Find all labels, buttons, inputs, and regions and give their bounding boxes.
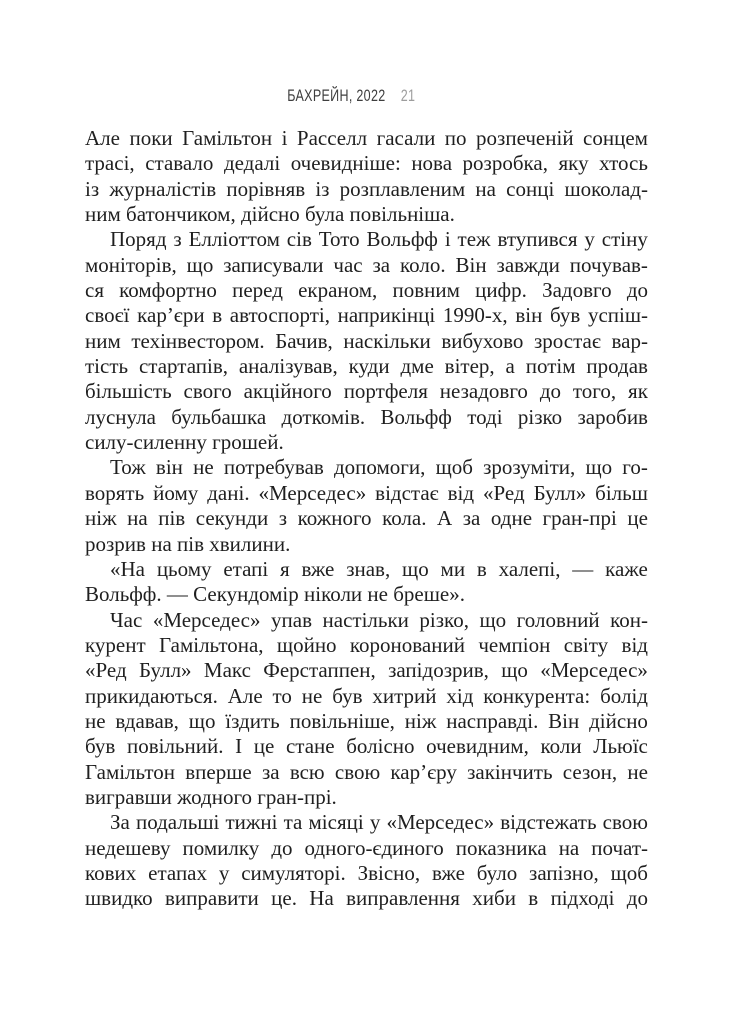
page-number: 21 — [400, 87, 416, 105]
running-title: БАХРЕЙН, 2022 — [287, 87, 386, 105]
text-line: ворять йому дані. «Мерседес» відстає від «Ред Булл» більш — [85, 480, 648, 505]
text-line: більшість свого акційного портфеля незадовго до того, як — [85, 379, 648, 404]
paragraph — [85, 608, 648, 811]
text-line: моніторів, що записували час за коло. Він завжди почував- — [85, 252, 648, 277]
text-line: Вольфф. — Секундомір ніколи не бреше». — [85, 582, 465, 607]
text-line: курент Гамільтона, щойно коронований чемпіон світу від — [85, 632, 648, 657]
text-line: Але поки Гамільтон і Расселл гасали по розпеченій сонцем — [85, 126, 648, 150]
text-line: кових етапах у симуляторі. Звісно, вже було запізно, щоб — [85, 860, 648, 885]
paragraph — [85, 557, 648, 608]
text-line: Тож він не потребував допомоги, щоб зрозуміти, що го- — [110, 455, 648, 480]
text-line: ним батончиком, дійсно була повільніша. — [85, 202, 455, 227]
text-line: ним техінвестором. Бачив, наскільки вибухово зростає вар- — [85, 328, 648, 353]
text-line: луснула бульбашка доткомів. Вольфф тоді різко заробив — [85, 404, 648, 429]
text-line: «На цьому етапі я вже знав, що ми в халепі, — каже — [110, 556, 648, 581]
text-line: своєї кар’єри в автоспорті, наприкінці 1990-х, він був успіш- — [85, 303, 648, 328]
paragraph — [85, 227, 648, 455]
text-line: ніж на пів секунди з кожного кола. А за одне гран-прі це — [85, 506, 648, 531]
paragraph — [85, 455, 648, 556]
page-body — [85, 126, 648, 912]
text-line: За подальші тижні та місяці у «Мерседес» відстежать свою — [110, 810, 648, 835]
page-header — [0, 87, 733, 106]
text-line: Час «Мерседес» упав настільки різко, що головний кон- — [110, 607, 648, 632]
text-line: із журналістів порівняв із розплавленим на сонці шоколад- — [85, 176, 648, 201]
header-inner — [287, 87, 415, 106]
text-line: силу-силенну грошей. — [85, 430, 284, 455]
text-line: трасі, ставало дедалі очевидніше: нова розробка, яку хтось — [85, 151, 648, 176]
text-line: не вдавав, що їздить повільніше, ніж насправді. Він дійсно — [85, 708, 648, 733]
paragraph — [85, 810, 648, 911]
text-line: прикидаються. Але то не був хитрий хід конкурента: болід — [85, 683, 648, 708]
text-line: швидко виправити це. На виправлення хиби в підході до — [85, 886, 648, 911]
text-line: був повільний. І це стане болісно очевидним, коли Льюїс — [85, 734, 648, 759]
text-line: тість стартапів, аналізував, куди дме вітер, а потім продав — [85, 354, 648, 379]
text-line: Поряд з Елліоттом сів Тото Вольфф і теж втупився у стіну — [110, 227, 648, 252]
text-line: Гамільтон вперше за всю свою кар’єру закінчить сезон, не — [85, 759, 648, 784]
text-line: вигравши жодного гран-прі. — [85, 784, 337, 809]
text-line: «Ред Булл» Макс Ферстаппен, запідозрив, що «Мерседес» — [85, 658, 648, 683]
paragraph — [85, 126, 648, 227]
text-line: розрив на пів хвилини. — [85, 531, 291, 556]
text-line: ся комфортно перед екраном, повним цифр. Задовго до — [85, 278, 648, 303]
text-line: недешеву помилку до одного-єдиного показника на почат- — [85, 835, 648, 860]
